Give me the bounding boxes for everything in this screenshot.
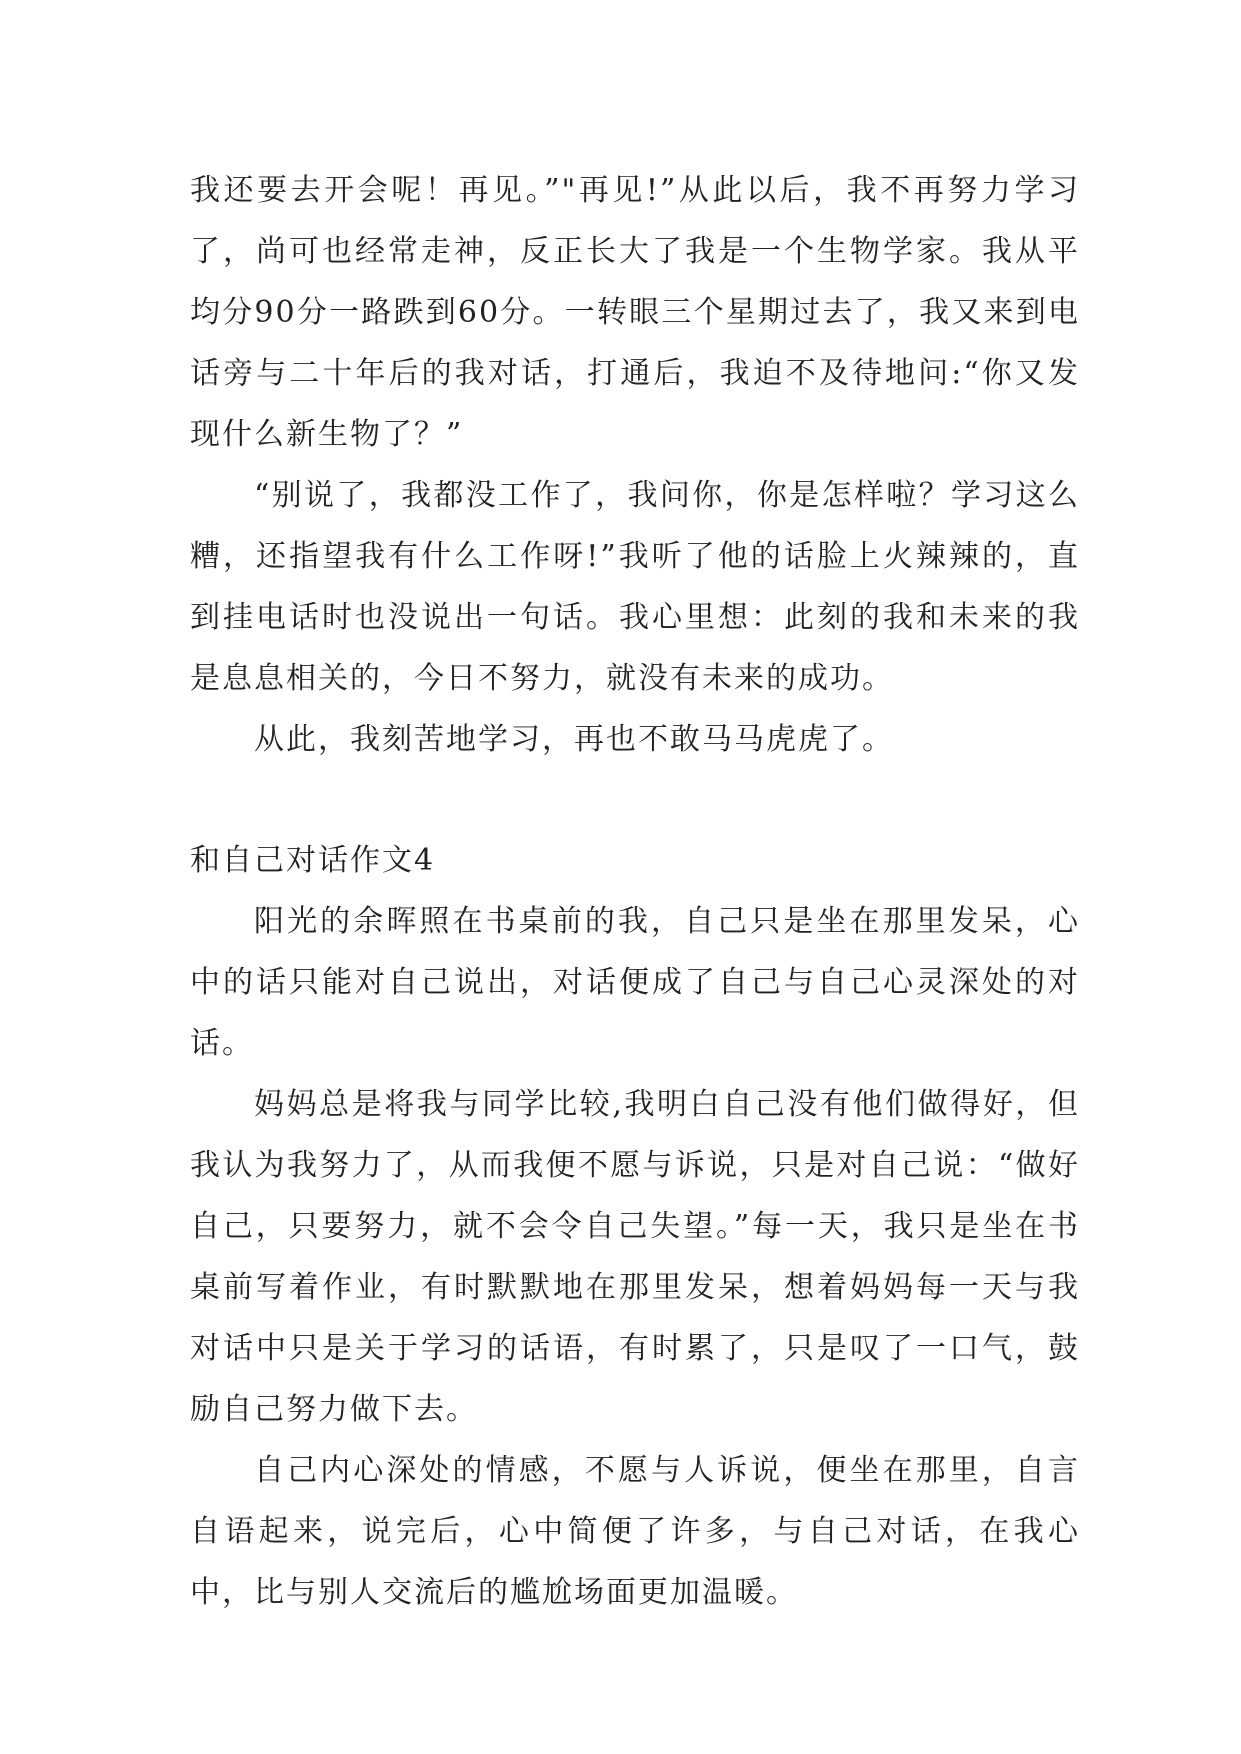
document-page bbox=[190, 160, 1080, 1623]
paragraph-continued-3: 从此，我刻苦地学习，再也不敢马马虎虎了。 bbox=[254, 722, 894, 757]
paragraph-section4-3: 自己内心深处的情感，不愿与人诉说，便坐在那里，自言自语起来，说完后，心中简便了许多，与自己对话，在我心中，比与别人交流后的尴尬场面更加温暖。 bbox=[190, 1453, 1080, 1610]
paragraph-continued-1: 我还要去开会呢！再见。”"再见!”从此以后，我不再努力学习了，尚可也经常走神，反正长大了我是一个生物学家。我从平均分90分一路跌到60分。一转眼三个星期过去了，我又来到电话旁与二十年后的我对话，打通后，我迫不及待地问:“你又发现什么新生物了？” bbox=[190, 173, 1080, 452]
paragraph-continued-2: “别说了，我都没工作了，我问你，你是怎样啦？学习这么糟，还指望我有什么工作呀!”我听了他的话脸上火辣辣的，直到挂电话时也没说出一句话。我心里想：此刻的我和未来的我是息息相关的，今日不努力，就没有未来的成功。 bbox=[190, 478, 1080, 696]
section-title: 和自己对话作文4 bbox=[190, 843, 436, 878]
paragraph-section4-2: 妈妈总是将我与同学比较,我明白自己没有他们做得好，但我认为我努力了，从而我便不愿与诉说，只是对自己说：“做好自己，只要努力，就不会令自己失望。”每一天，我只是坐在书桌前写着作业，有时默默地在那里发呆，想着妈妈每一天与我对话中只是关于学习的话语，有时累了，只是叹了一口气，鼓励自己努力做下去。 bbox=[190, 1087, 1080, 1427]
paragraph-section4-1: 阳光的余晖照在书桌前的我，自己只是坐在那里发呆，心中的话只能对自己说出，对话便成了自己与自己心灵深处的对话。 bbox=[190, 904, 1080, 1061]
